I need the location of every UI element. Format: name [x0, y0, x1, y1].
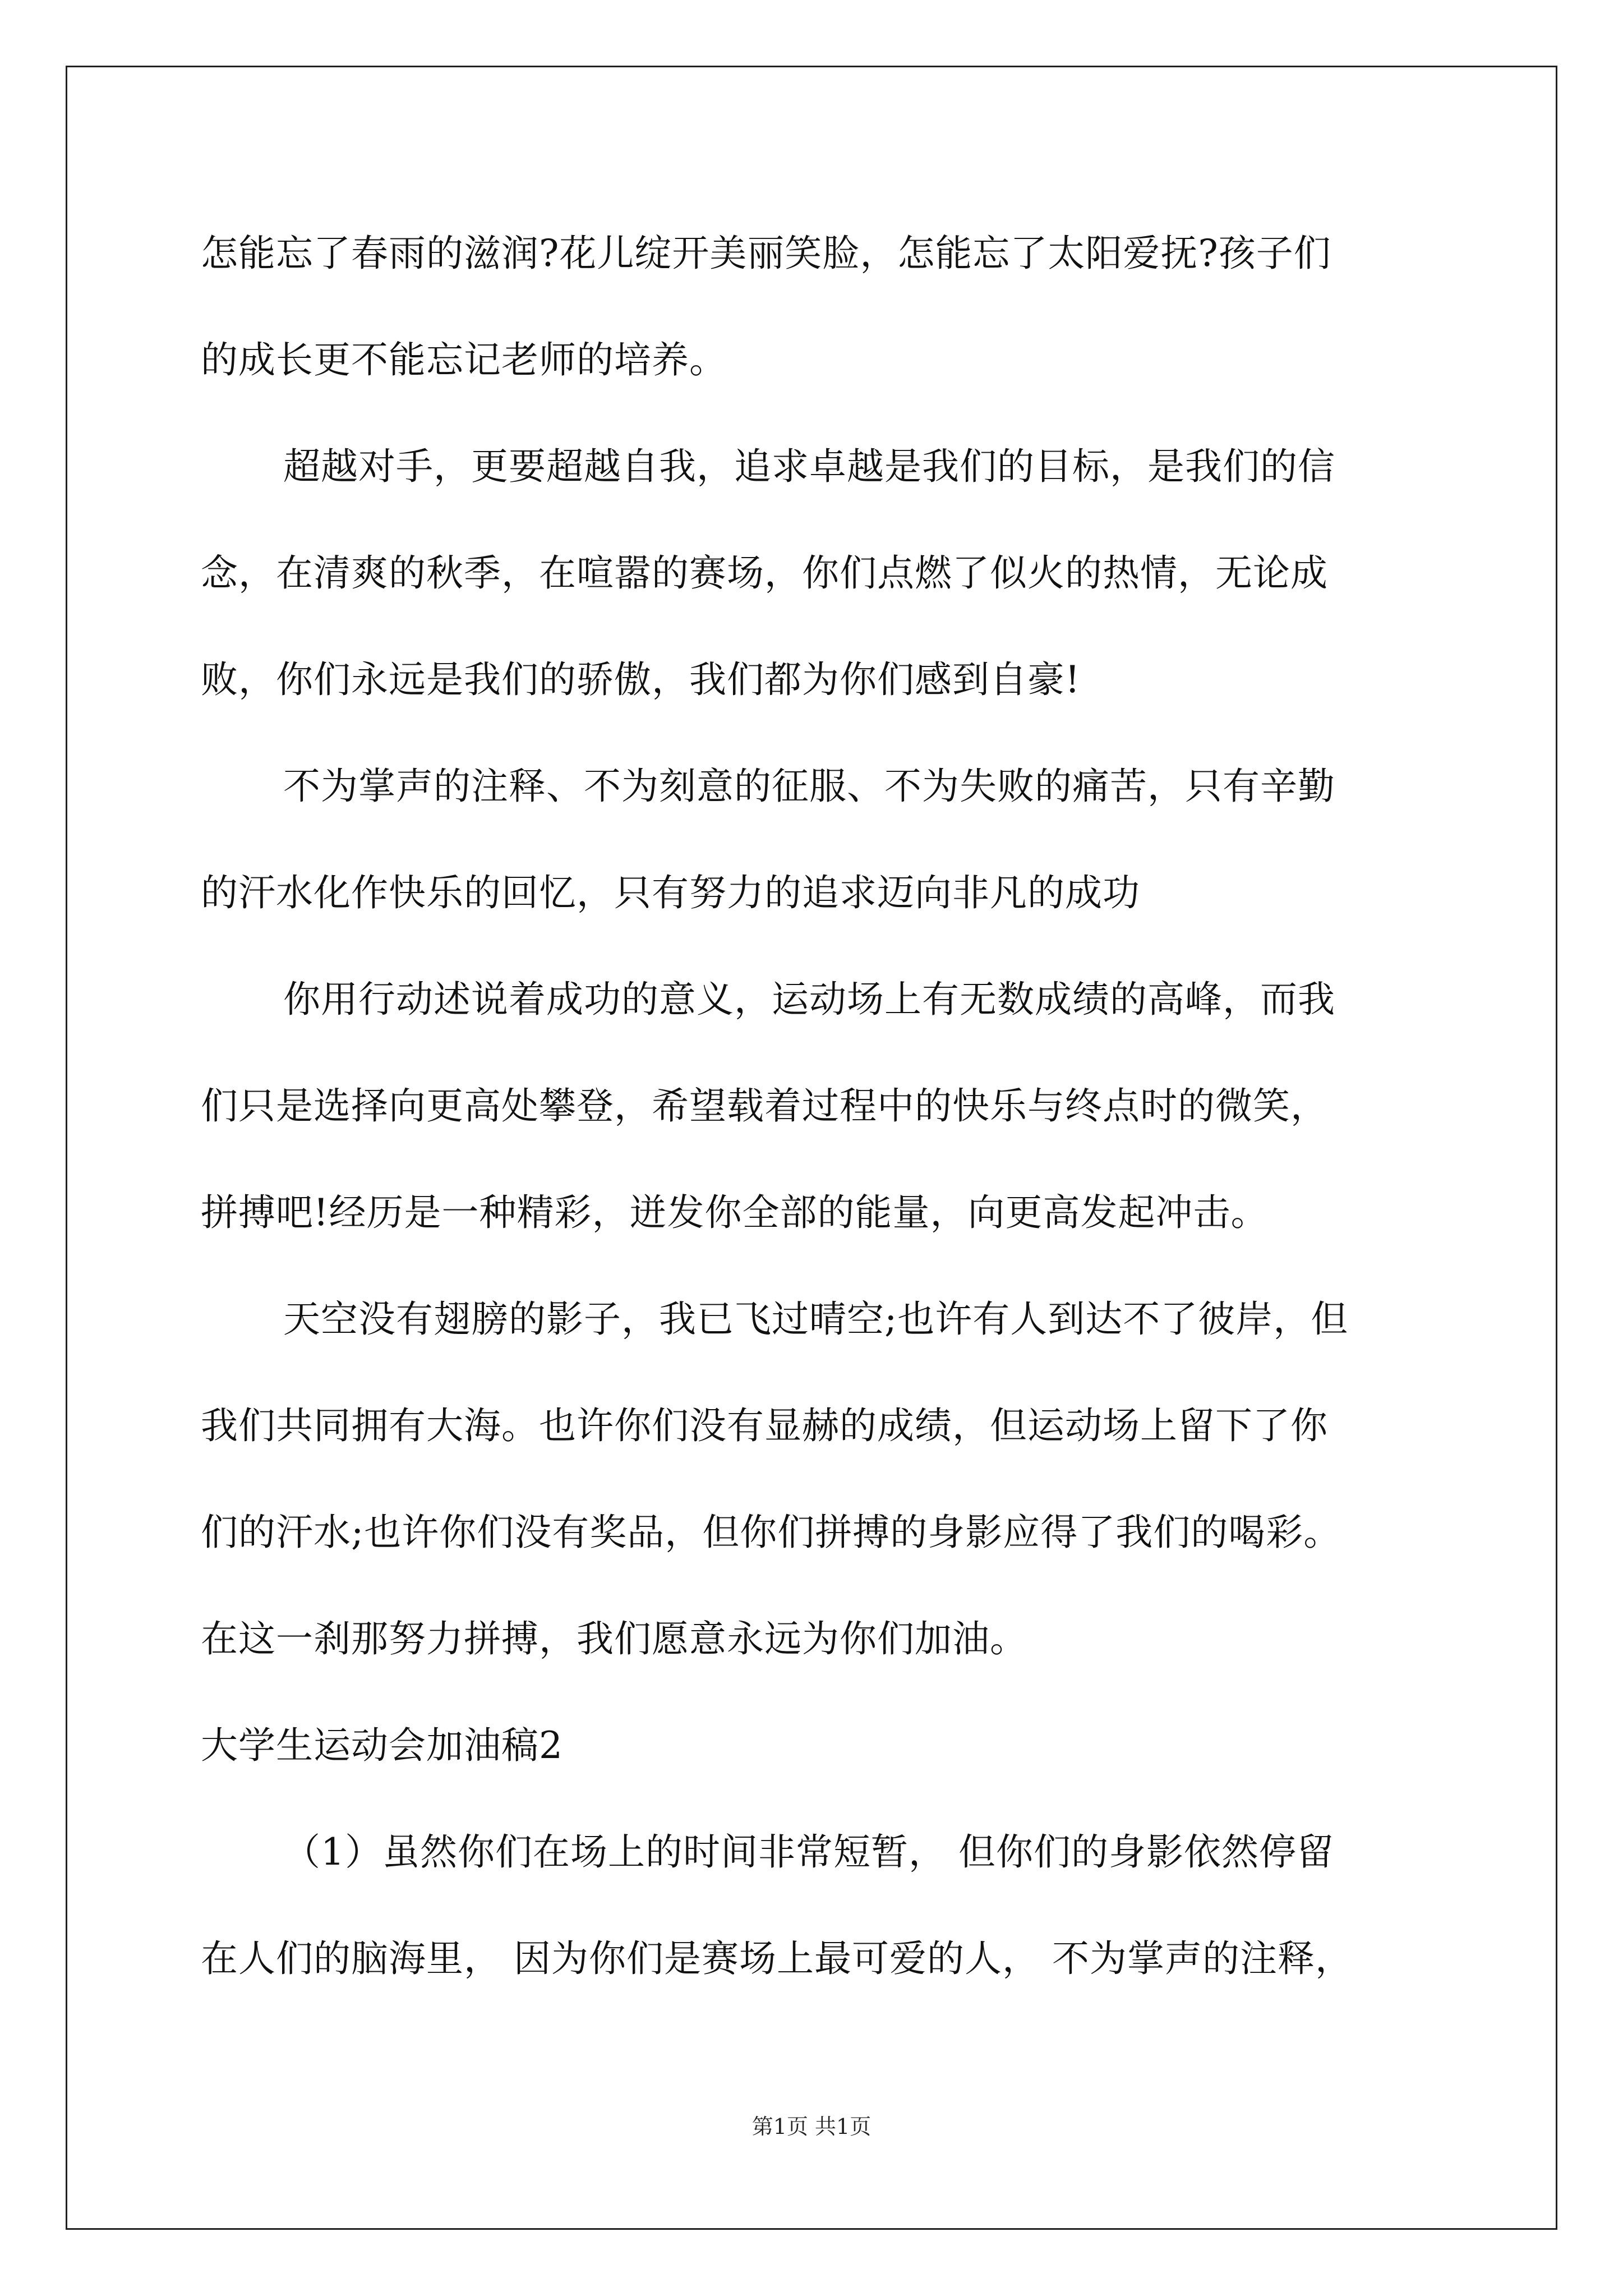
body-line-8: 你用行动述说着成功的意义，运动场上有无数成绩的高峰，而我 [283, 978, 1335, 1021]
body-line-14: 在这一刹那努力拼搏，我们愿意永远为你们加油。 [201, 1617, 1027, 1660]
body-line-16: 在人们的脑海里， 因为你们是赛场上最可爱的人， 不为掌声的注释， [201, 1937, 1353, 1980]
section-heading: 大学生运动会加油稿2 [201, 1724, 563, 1767]
body-line-5: 败，你们永远是我们的骄傲，我们都为你们感到自豪! [201, 658, 1081, 701]
body-line-1: 怎能忘了春雨的滋润?花儿绽开美丽笑脸，怎能忘了太阳爱抚?孩子们 [201, 232, 1331, 275]
page-footer: 第1页 共1页 [751, 2114, 872, 2139]
body-line-13: 们的汗水;也许你们没有奖品，但你们拼搏的身影应得了我们的喝彩。 [201, 1511, 1341, 1554]
body-line-15: （1）虽然你们在场上的时间非常短暂， 但你们的身影依然停留 [283, 1830, 1334, 1874]
body-line-4: 念，在清爽的秋季，在喧嚣的赛场，你们点燃了似火的热情，无论成 [201, 551, 1328, 595]
body-line-2: 的成长更不能忘记老师的培养。 [201, 338, 727, 381]
body-line-3: 超越对手，更要超越自我，追求卓越是我们的目标，是我们的信 [283, 445, 1335, 488]
body-line-6: 不为掌声的注释、不为刻意的征服、不为失败的痛苦，只有辛勤 [283, 765, 1335, 808]
page-border [66, 66, 1557, 2230]
body-line-9: 们只是选择向更高处攀登，希望载着过程中的快乐与终点时的微笑， [201, 1084, 1328, 1128]
body-line-10: 拼搏吧!经历是一种精彩，迸发你全部的能量，向更高发起冲击。 [201, 1191, 1269, 1234]
body-line-7: 的汗水化作快乐的回忆，只有努力的追求迈向非凡的成功 [201, 871, 1140, 914]
body-line-11: 天空没有翅膀的影子，我已飞过晴空;也许有人到达不了彼岸，但 [283, 1297, 1349, 1341]
body-line-12: 我们共同拥有大海。也许你们没有显赫的成绩，但运动场上留下了你 [201, 1404, 1328, 1447]
